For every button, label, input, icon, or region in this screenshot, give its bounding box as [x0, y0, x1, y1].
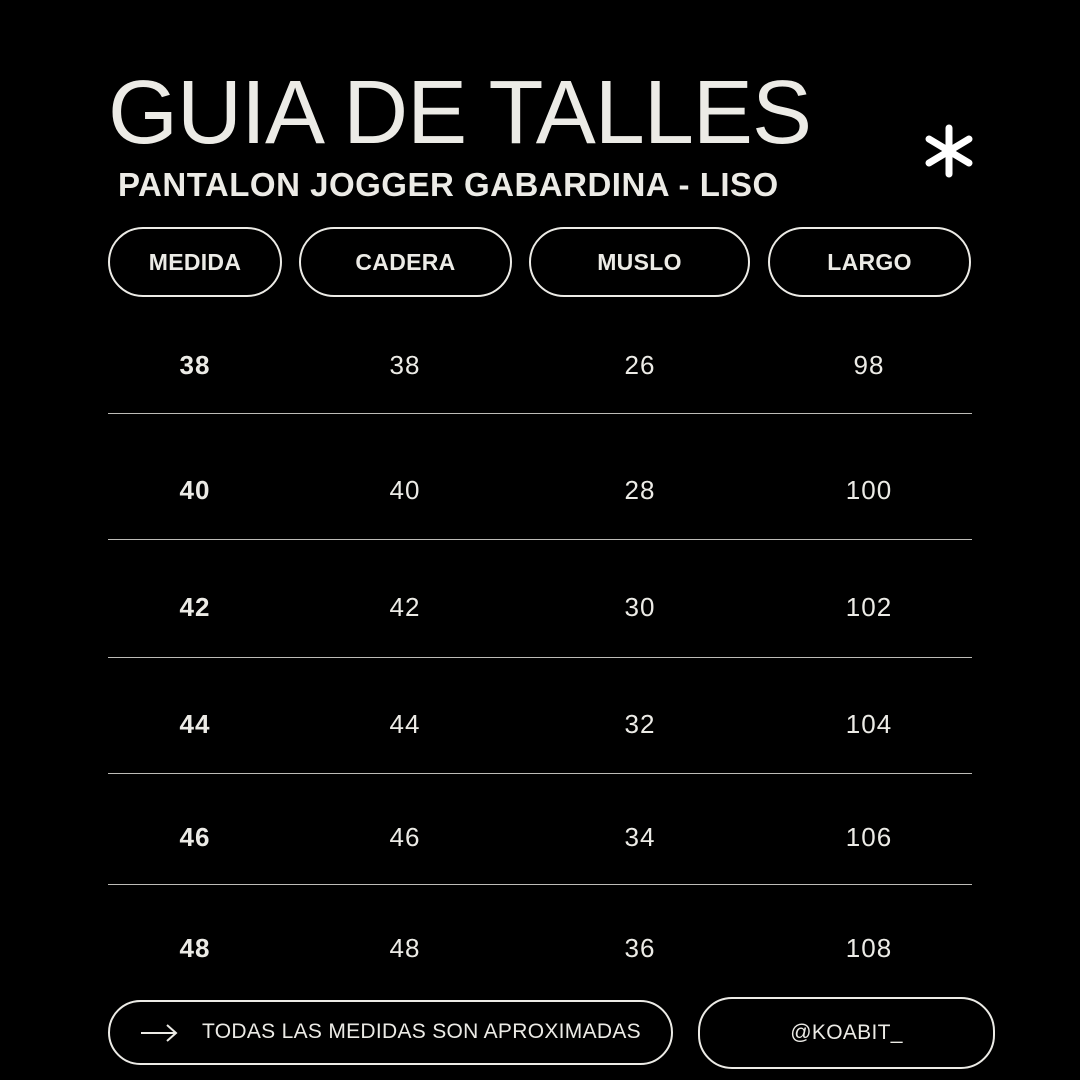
row-divider [108, 539, 972, 540]
asterisk-icon [922, 124, 976, 178]
row-divider [108, 657, 972, 658]
instagram-handle: @KOABIT_ [790, 1021, 903, 1044]
cell-muslo: 30 [624, 592, 656, 622]
page-title: GUIA DE TALLES [108, 63, 811, 163]
cell-largo: 104 [845, 709, 893, 739]
cell-muslo: 34 [624, 822, 656, 852]
cell-largo: 98 [853, 350, 885, 380]
column-header-medida: MEDIDA [108, 227, 282, 297]
column-header-muslo: MUSLO [529, 227, 750, 297]
page-subtitle: PANTALON JOGGER GABARDINA - LISO [118, 166, 779, 203]
cell-medida: 48 [179, 933, 211, 963]
note-text: TODAS LAS MEDIDAS SON APROXIMADAS [202, 1020, 641, 1043]
cell-muslo: 36 [624, 933, 656, 963]
cell-largo: 108 [845, 933, 893, 963]
column-header-largo: LARGO [768, 227, 971, 297]
note-pill [108, 1000, 673, 1065]
cell-cadera: 42 [389, 592, 421, 622]
row-divider [108, 773, 972, 774]
arrow-right-icon [140, 1020, 178, 1046]
cell-largo: 102 [845, 592, 893, 622]
cell-largo: 106 [845, 822, 893, 852]
cell-muslo: 28 [624, 475, 656, 505]
cell-cadera: 46 [389, 822, 421, 852]
cell-medida: 42 [179, 592, 211, 622]
cell-medida: 46 [179, 822, 211, 852]
row-divider [108, 884, 972, 885]
cell-cadera: 48 [389, 933, 421, 963]
cell-largo: 100 [845, 475, 893, 505]
cell-medida: 44 [179, 709, 211, 739]
cell-cadera: 40 [389, 475, 421, 505]
row-divider [108, 413, 972, 414]
cell-medida: 40 [179, 475, 211, 505]
cell-cadera: 38 [389, 350, 421, 380]
cell-cadera: 44 [389, 709, 421, 739]
instagram-handle-pill[interactable] [698, 997, 995, 1069]
cell-medida: 38 [179, 350, 211, 380]
column-header-cadera: CADERA [299, 227, 512, 297]
cell-muslo: 32 [624, 709, 656, 739]
cell-muslo: 26 [624, 350, 656, 380]
